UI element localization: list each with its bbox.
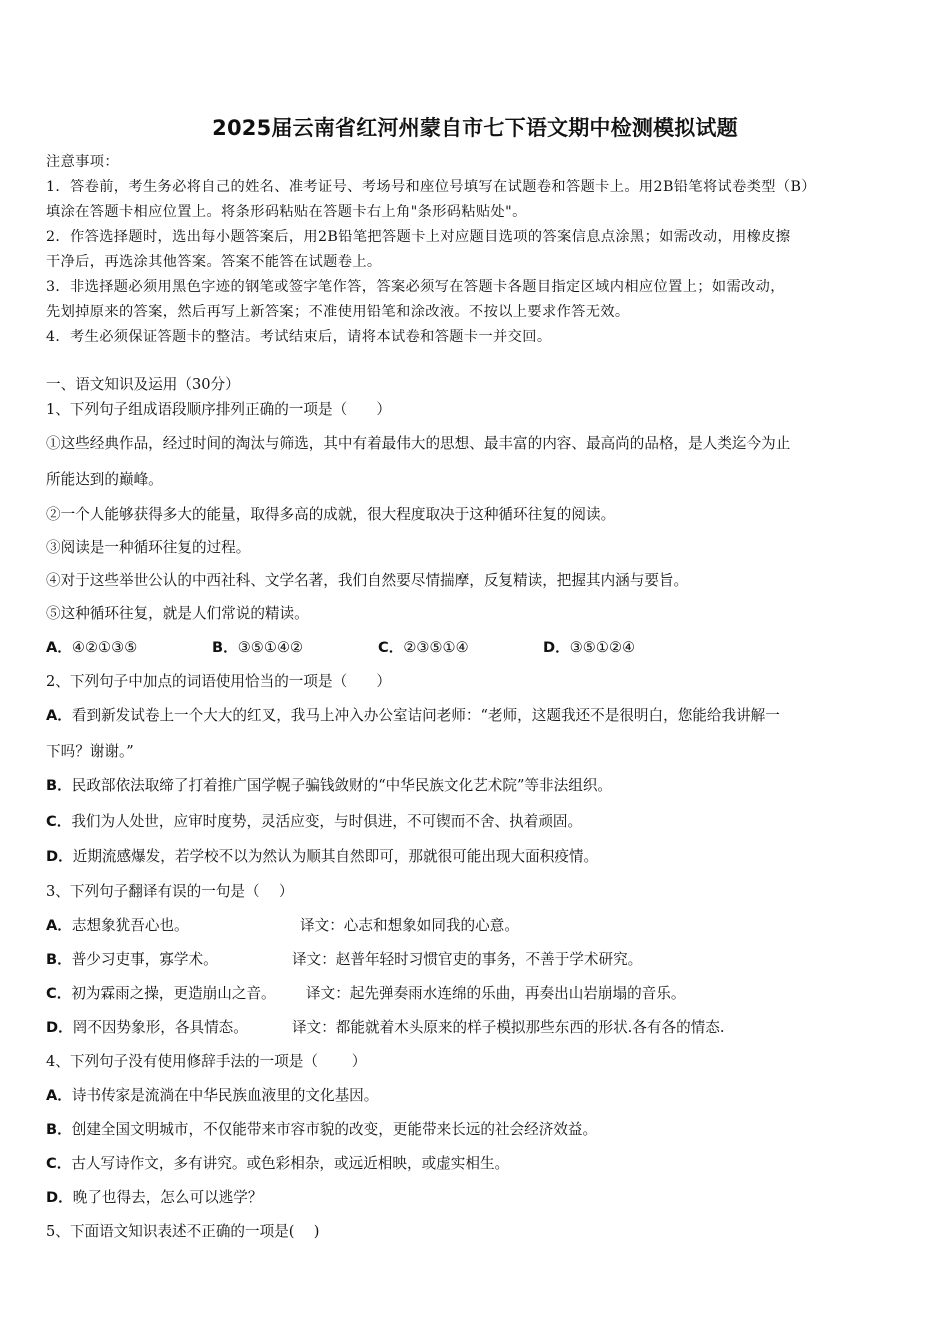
option-text: 近期流感爆发，若学校不以为然认为顺其自然即可，那就很可能出现大面积疫情。	[72, 848, 599, 865]
q1-sentence-1: ①这些经典作品，经过时间的淘汰与筛选，其中有着最伟大的思想、最丰富的内容、最高尚的品格，是人类迄今为止	[46, 435, 791, 452]
exam-title: 2025届云南省红河州蒙自市七下语文期中检测模拟试题	[212, 116, 738, 140]
q1-sentence-4: ④对于这些举世公认的中西社科、文学名著，我们自然要尽情揣摩，反复精读，把握其内涵与要旨。	[46, 572, 689, 589]
option-label: A．	[46, 917, 72, 934]
question-4-stem: 4、下列句子没有使用修辞手法的一项是（ ）	[46, 1053, 367, 1070]
notice-line: 干净后，再选涂其他答案。答案不能答在试题卷上。	[46, 254, 382, 270]
option-text: 创建全国文明城市，不仅能带来市容市貌的改变，更能带来长远的社会经济效益。	[71, 1121, 598, 1138]
option-label: B．	[212, 639, 238, 656]
option-text: ③⑤①②④	[569, 639, 636, 656]
q2-option-a[interactable]	[46, 706, 916, 726]
q1-sentence-3: ③阅读是一种循环往复的过程。	[46, 539, 251, 556]
option-label: C．	[46, 985, 72, 1002]
option-text: 罔不因势象形，各具情态。	[72, 1019, 248, 1036]
q1-option-c[interactable]	[378, 638, 469, 658]
option-label: C．	[46, 1155, 72, 1172]
q1-sentence-2: ②一个人能够获得多大的能量，取得多高的成就，很大程度取决于这种循环往复的阅读。	[46, 506, 616, 523]
option-text: 我们为人处世，应审时度势，灵活应变，与时俱进，不可锲而不舍、执着顽固。	[71, 813, 583, 830]
q1-option-d[interactable]	[543, 638, 635, 658]
q4-option-b[interactable]	[46, 1120, 916, 1140]
option-text: 晚了也得去，怎么可以逃学？	[72, 1189, 263, 1206]
option-text: ④②①③⑤	[71, 639, 138, 656]
option-label: D．	[46, 1189, 73, 1206]
notice-heading: 注意事项：	[46, 154, 119, 170]
option-text: ③⑤①④②	[237, 639, 304, 656]
option-label: C．	[46, 813, 72, 830]
option-text: ②③⑤①④	[403, 639, 469, 656]
q4-option-a[interactable]	[46, 1086, 916, 1106]
notice-line: 3．非选择题必须用黑色字迹的钢笔或签字笔作答，答案必须写在答题卡各题目指定区域内相应位置上；如需改动，	[46, 279, 785, 295]
option-label: B．	[46, 951, 72, 968]
option-label: B．	[46, 1121, 72, 1138]
q1-option-a[interactable]	[46, 638, 137, 658]
q2-option-a-cont: 下吗？谢谢。”	[46, 743, 134, 760]
option-label: C．	[378, 639, 404, 656]
option-text: 看到新发试卷上一个大大的红叉，我马上冲入办公室诘问老师：“老师，这题我还不是很明白，您能给我讲解一	[71, 707, 780, 724]
question-5-stem: 5、下面语文知识表述不正确的一项是( )	[46, 1223, 320, 1240]
question-1-stem: 1、下列句子组成语段顺序排列正确的一项是（ ）	[46, 401, 391, 418]
option-text: 普少习吏事，寡学术。	[71, 951, 218, 968]
q4-option-c[interactable]	[46, 1154, 916, 1174]
q3-option-c[interactable]	[46, 984, 276, 1004]
notice-line: 先划掉原来的答案，然后再写上新答案；不准使用铅笔和涂改液。不按以上要求作答无效。	[46, 304, 630, 320]
q3-option-b[interactable]	[46, 950, 218, 970]
q2-option-d[interactable]	[46, 847, 916, 867]
q3-option-d[interactable]	[46, 1018, 248, 1038]
notice-line: 填涂在答题卡相应位置上。将条形码粘贴在答题卡右上角"条形码粘贴处"。	[46, 204, 527, 220]
option-label: A．	[46, 1087, 72, 1104]
q4-option-d[interactable]	[46, 1188, 916, 1208]
option-text: 志想象犹吾心也。	[71, 917, 189, 934]
option-label: A．	[46, 639, 72, 656]
notice-line: 1．答卷前，考生务必将自己的姓名、准考证号、考场号和座位号填写在试题卷和答题卡上。用2B铅笔将试卷类型（B）	[46, 179, 816, 195]
option-label: B．	[46, 777, 72, 794]
q2-option-b[interactable]	[46, 776, 916, 796]
q1-option-b[interactable]	[212, 638, 303, 658]
option-label: D．	[543, 639, 570, 656]
option-text: 初为霖雨之操，更造崩山之音。	[71, 985, 276, 1002]
option-label: D．	[46, 848, 73, 865]
q3-translation-c: 译文：起先弹奏雨水连绵的乐曲，再奏出山岩崩塌的音乐。	[306, 985, 686, 1002]
q1-sentence-5: ⑤这种循环往复，就是人们常说的精读。	[46, 605, 309, 622]
option-label: A．	[46, 707, 72, 724]
q3-translation-a: 译文：心志和想象如同我的心意。	[300, 917, 519, 934]
option-text: 民政部依法取缔了打着推广国学幌子骗钱敛财的“中华民族文化艺术院”等非法组织。	[71, 777, 613, 794]
notice-line: 4．考生必须保证答题卡的整洁。考试结束后，请将本试卷和答题卡一并交回。	[46, 329, 552, 345]
option-label: D．	[46, 1019, 73, 1036]
question-2-stem: 2、下列句子中加点的词语使用恰当的一项是（ ）	[46, 673, 391, 690]
section-heading: 一、语文知识及运用（30分）	[46, 376, 240, 393]
q3-translation-d: 译文：都能就着木头原来的样子模拟那些东西的形状.各有各的情态.	[292, 1019, 725, 1036]
option-text: 古人写诗作文，多有讲究。或色彩相杂，或远近相映，或虚实相生。	[71, 1155, 510, 1172]
q2-option-c[interactable]	[46, 812, 916, 832]
q3-option-a[interactable]	[46, 916, 189, 936]
q3-translation-b: 译文：赵普年轻时习惯官吏的事务，不善于学术研究。	[292, 951, 643, 968]
notice-line: 2．作答选择题时，选出每小题答案后，用2B铅笔把答题卡上对应题目选项的答案信息点涂黑；如需改动，用橡皮擦	[46, 229, 791, 245]
q1-sentence-1-cont: 所能达到的巅峰。	[46, 471, 163, 488]
option-text: 诗书传家是流淌在中华民族血液里的文化基因。	[71, 1087, 379, 1104]
question-3-stem: 3、下列句子翻译有误的一句是（ ）	[46, 883, 294, 900]
